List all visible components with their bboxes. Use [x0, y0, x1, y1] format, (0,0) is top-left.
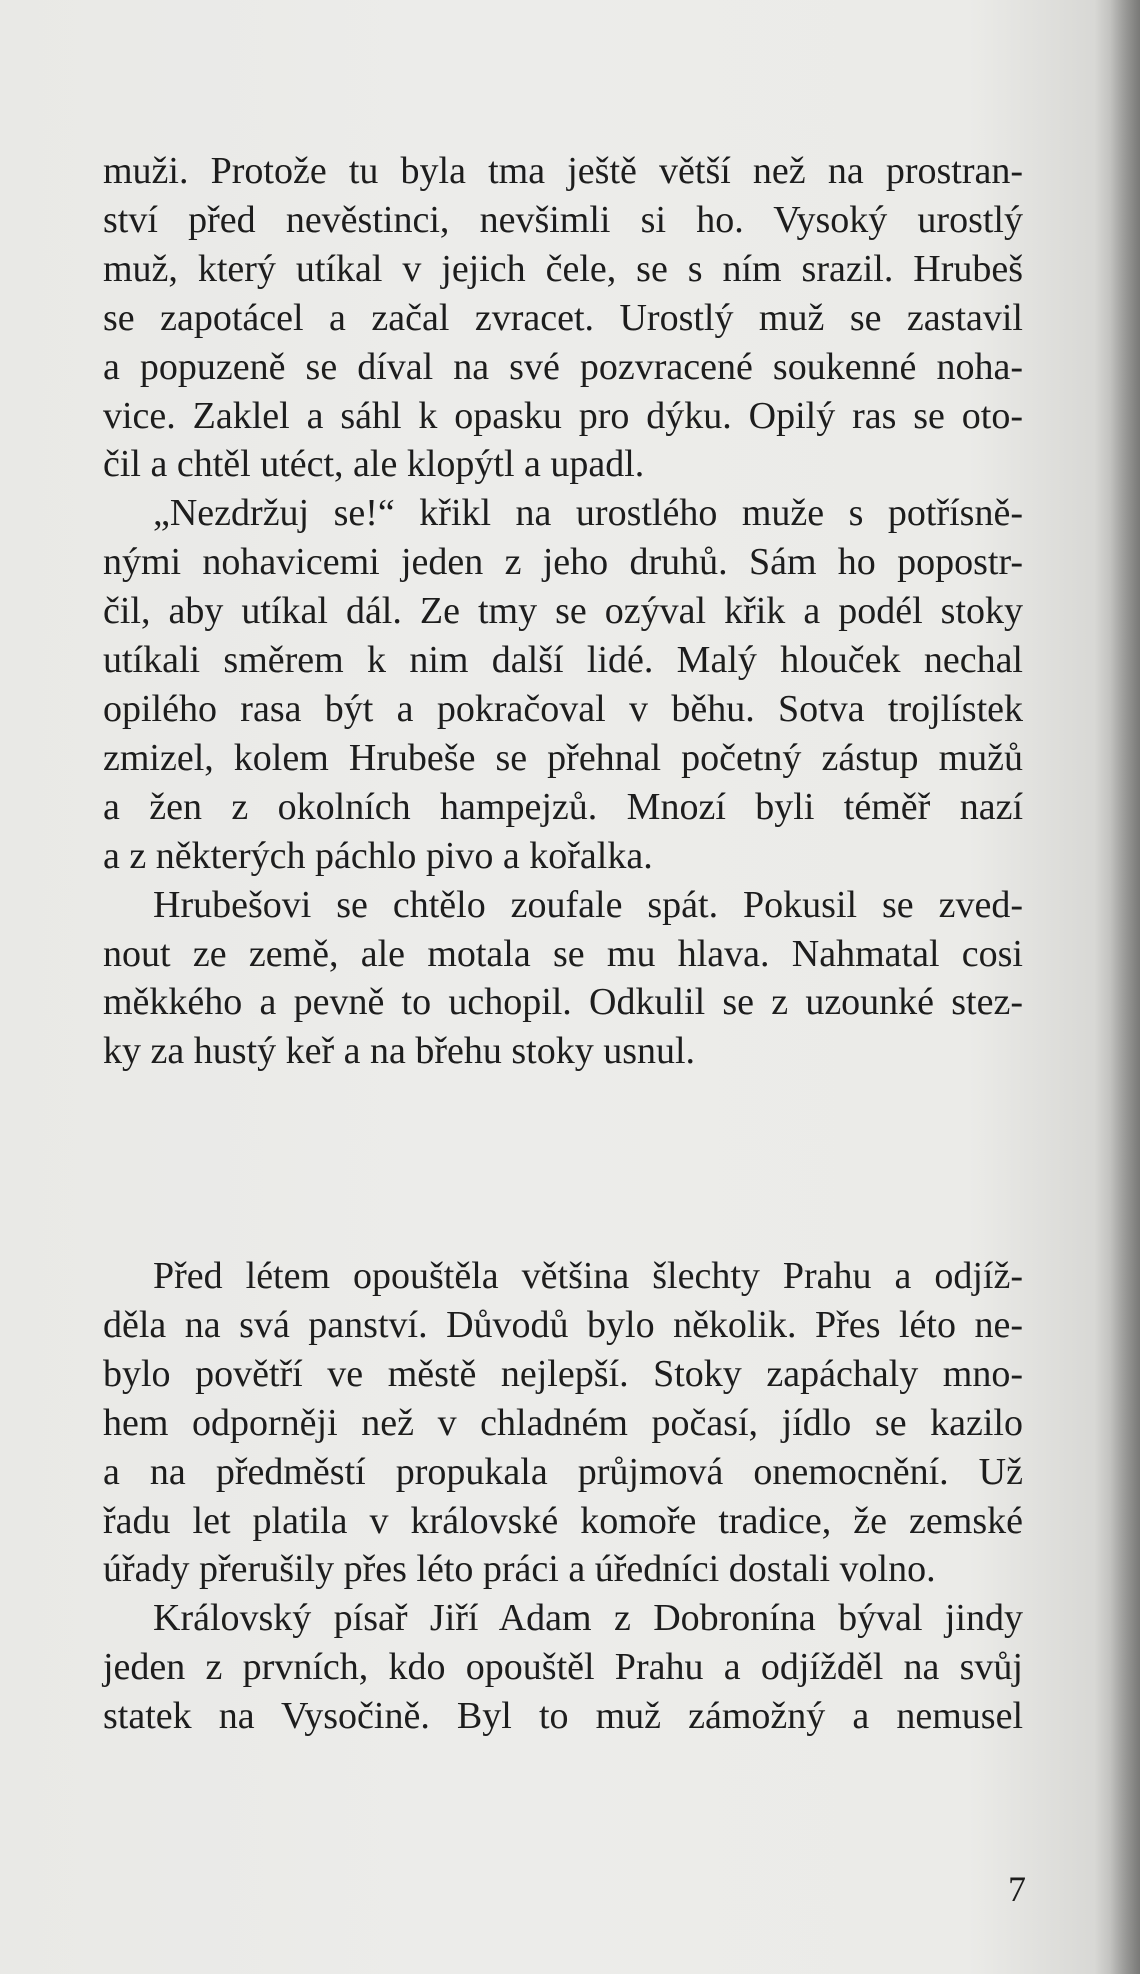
page-number: 7	[1008, 1869, 1026, 1909]
page-edge-shadow	[1110, 0, 1140, 1974]
text-line: čil, aby utíkal dál. Ze tmy se ozýval křik a podél stoky	[103, 590, 1023, 633]
text-line: se zapotácel a začal zvracet. Urostlý muž se zastavil	[103, 296, 1023, 339]
text-section-2	[103, 1252, 1023, 1741]
text-line: utíkali směrem k nim další lidé. Malý hlouček nechal	[103, 639, 1023, 682]
text-line: nout ze země, ale motala se mu hlava. Nahmatal cosi	[103, 932, 1023, 975]
text-line: zmizel, kolem Hrubeše se přehnal početný zástup mužů	[103, 736, 1023, 779]
text-line: Královský písař Jiří Adam z Dobronína býval jindy	[153, 1597, 1023, 1640]
text-line: děla na svá panství. Důvodů bylo několik. Přes léto ne-	[103, 1303, 1023, 1346]
text-line: vice. Zaklel a sáhl k opasku pro dýku. Opilý ras se oto-	[103, 394, 1023, 437]
text-line: jeden z prvních, kdo opouštěl Prahu a odjížděl na svůj	[103, 1646, 1023, 1689]
text-line: a žen z okolních hampejzů. Mnozí byli téměř nazí	[103, 785, 1023, 828]
text-line: hem odporněji než v chladném počasí, jídlo se kazilo	[103, 1401, 1023, 1444]
text-line: opilého rasa být a pokračoval v běhu. Sotva trojlístek	[103, 687, 1023, 730]
text-line: ství před nevěstinci, nevšimli si ho. Vysoký urostlý	[103, 198, 1023, 241]
text-line: Hrubešovi se chtělo zoufale spát. Pokusil se zved-	[153, 883, 1023, 926]
text-line: a na předměstí propukala průjmová onemocnění. Už	[103, 1450, 1023, 1493]
text-line: muži. Protože tu byla tma ještě větší než na prostran-	[103, 150, 1023, 192]
text-section-1	[103, 147, 1023, 1076]
text-line: měkkého a pevně to uchopil. Odkulil se z uzounké stez-	[103, 981, 1023, 1024]
text-line: řadu let platila v královské komoře tradice, že zemské	[103, 1499, 1023, 1542]
text-line: statek na Vysočině. Byl to muž zámožný a nemusel	[103, 1695, 1023, 1738]
text-line: bylo povětří ve městě nejlepší. Stoky zapáchaly mno-	[103, 1352, 1023, 1395]
text-line: a z některých páchlo pivo a kořalka.	[103, 834, 653, 877]
text-line: a popuzeně se díval na své pozvracené soukenné noha-	[103, 345, 1023, 388]
text-line: „Nezdržuj se!“ křikl na urostlého muže s potřísně-	[153, 492, 1023, 535]
text-line: nými nohavicemi jeden z jeho druhů. Sám ho popostr-	[103, 541, 1023, 584]
text-line: muž, který utíkal v jejich čele, se s ním srazil. Hrubeš	[103, 247, 1023, 290]
text-line: ky za hustý keř a na břehu stoky usnul.	[103, 1030, 696, 1073]
text-line: úřady přerušily přes léto práci a úředníci dostali volno.	[103, 1548, 936, 1591]
text-line: čil a chtěl utéct, ale klopýtl a upadl.	[103, 443, 645, 486]
text-line: Před létem opouštěla většina šlechty Prahu a odjíž-	[153, 1255, 1023, 1297]
